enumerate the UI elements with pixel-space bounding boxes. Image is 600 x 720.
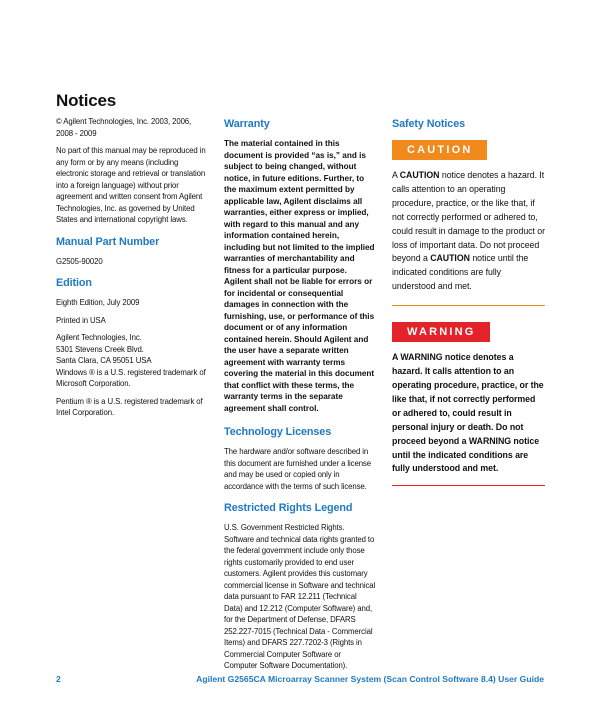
caution-label: CAUTION <box>392 140 487 160</box>
company-street: 5301 Stevens Creek Blvd. <box>56 344 144 354</box>
safety-notices-heading: Safety Notices <box>392 118 466 130</box>
column-right <box>392 116 545 500</box>
warning-text: A WARNING notice denotes a hazard. It calls attention to an operating procedure, practice, or the like that, if not correctly performed or adhered to, could result in personal injury or death. Do not proceed beyond a WARNING notice until the indicated conditions are fully understood and met. <box>392 352 544 474</box>
column-left <box>56 116 210 425</box>
warning-label: WARNING <box>392 322 490 342</box>
warranty-heading: Warranty <box>224 118 270 130</box>
reproduction-notice: No part of this manual may be reproduced in any form or by any means (including electronic storage and retrieval or translation into a foreign language) without prior agreement and written consent from Agilent Technologies, Inc. as governed by United States and international copyright laws. <box>56 146 206 224</box>
company-name: Agilent Technologies, Inc. <box>56 333 142 342</box>
caution-divider <box>392 305 545 306</box>
column-middle <box>224 116 376 678</box>
copyright-text: © Agilent Technologies, Inc. 2003, 2006, 2008 - 2009 <box>56 117 192 138</box>
technology-licenses-heading: Technology Licenses <box>224 426 332 438</box>
restricted-rights-text: U.S. Government Restricted Rights. Software and technical data rights granted to the federal government include only those rights customarily provided to end user customers. Agilent provides this customary commercial license in Software and technical data pursuant to FAR 12.211 (Technical Data) and 12.212 (Computer Software) and, for the Department of Defense, DFARS 252.227-7015 (Technical Data - Commercial Items) and DFARS 227.7202-3 (Rights in Commercial Computer Software or Computer Software Documentation). <box>224 523 376 670</box>
printed-location: Printed in USA <box>56 315 106 325</box>
page-title: Notices <box>56 91 117 110</box>
technology-licenses-text: The hardware and/or software described in this document are furnished under a license and may be used or copied only in accordance with the terms of such license. <box>224 447 371 491</box>
page-number: 2 <box>56 674 61 684</box>
edition-heading: Edition <box>56 277 92 289</box>
footer-document-title: Agilent G2565CA Microarray Scanner System (Scan Control Software 8.4) User Guide <box>196 674 544 684</box>
pentium-trademark: Pentium ® is a U.S. registered trademark of Intel Corporation. <box>56 396 203 417</box>
manual-part-number-value: G2505-90020 <box>56 256 103 266</box>
restricted-rights-heading: Restricted Rights Legend <box>224 502 353 514</box>
windows-trademark: Windows ® is a U.S. registered trademark of Microsoft Corporation. <box>56 367 206 388</box>
edition-text: Eighth Edition, July 2009 <box>56 298 140 307</box>
caution-text: A CAUTION notice denotes a hazard. It calls attention to an operating procedure, practice, or the like that, if not correctly performed or adhered to, could result in damage to the product or loss of important data. Do not proceed beyond a CAUTION notice until the indicated conditions are fully understood and met. <box>392 170 546 292</box>
company-city: Santa Clara, CA 95051 USA <box>56 356 152 365</box>
warning-divider <box>392 485 545 486</box>
warranty-text: The material contained in this document is provided “as is,” and is subject to being changed, without notice, in future editions. Further, to the maximum extent permitted by applicable law, Agilent disclaims all warranties, either express or implied, with regard to this manual and any information contained herein, including but not limited to the implied warranties of merchantability and fitness for a particular purpose. Agilent shall not be liable for errors or for incidental or consequential damages in connection with the furnishing, use, or performance of this document or of any information contained herein. Should Agilent and the user have a separate written agreement with warranty terms covering the material in this document that conflict with these terms, the warranty terms in the separate agreement shall control. <box>224 139 375 413</box>
manual-part-number-heading: Manual Part Number <box>56 235 160 248</box>
